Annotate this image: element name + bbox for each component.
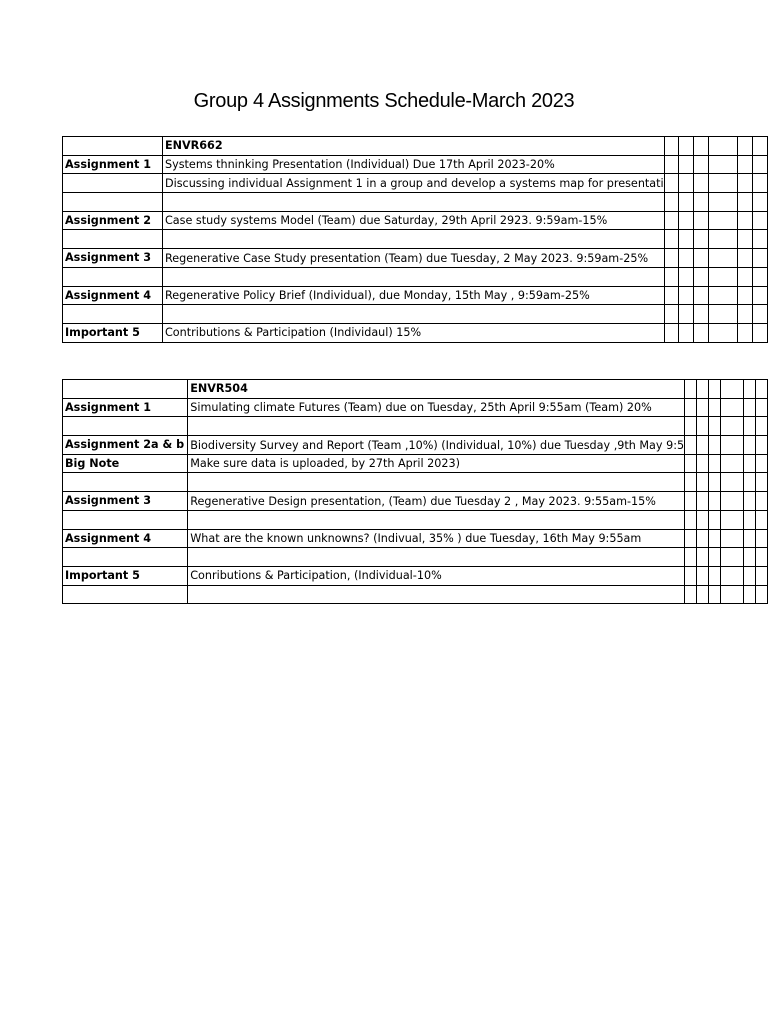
empty-cell[interactable] xyxy=(709,323,738,342)
assignment-label-cell[interactable] xyxy=(63,155,163,174)
empty-cell[interactable] xyxy=(679,323,694,342)
empty-cell[interactable] xyxy=(721,585,744,604)
empty-cell[interactable] xyxy=(664,305,679,324)
empty-cell[interactable] xyxy=(755,566,767,585)
empty-cell[interactable] xyxy=(694,193,709,212)
empty-cell[interactable] xyxy=(738,211,753,230)
table-row xyxy=(63,492,768,511)
empty-cell[interactable] xyxy=(685,529,697,548)
empty-cell[interactable] xyxy=(685,492,697,511)
table-row xyxy=(63,211,768,230)
empty-cell[interactable] xyxy=(744,454,756,473)
table-row xyxy=(63,137,768,156)
table-row xyxy=(63,454,768,473)
assignment-label-cell-text: Assignment 4 xyxy=(65,531,152,545)
assignment-detail-cell-text: Discussing individual Assignment 1 in a group and develop a systems map for presentati xyxy=(165,176,664,190)
empty-cell[interactable] xyxy=(738,230,753,249)
table-row xyxy=(63,155,768,174)
empty-cell[interactable] xyxy=(679,230,694,249)
empty-cell[interactable] xyxy=(709,211,738,230)
table-row xyxy=(63,529,768,548)
assignment-label-cell[interactable] xyxy=(63,566,188,585)
empty-cell[interactable] xyxy=(664,193,679,212)
empty-cell[interactable] xyxy=(753,323,768,342)
empty-cell[interactable] xyxy=(685,510,697,529)
empty-cell[interactable] xyxy=(721,566,744,585)
empty-cell[interactable] xyxy=(664,323,679,342)
empty-cell[interactable] xyxy=(738,174,753,193)
empty-cell[interactable] xyxy=(697,529,709,548)
empty-cell[interactable] xyxy=(721,510,744,529)
empty-cell[interactable] xyxy=(679,305,694,324)
empty-cell[interactable] xyxy=(755,398,767,417)
empty-cell[interactable] xyxy=(709,398,721,417)
table-row xyxy=(63,510,768,529)
empty-cell[interactable] xyxy=(755,380,767,399)
assignment-detail-cell[interactable] xyxy=(163,323,665,342)
empty-cell[interactable] xyxy=(744,380,756,399)
empty-cell[interactable] xyxy=(755,510,767,529)
assignment-detail-cell[interactable] xyxy=(188,454,685,473)
assignment-label-cell[interactable] xyxy=(63,398,188,417)
empty-cell[interactable] xyxy=(664,211,679,230)
empty-cell[interactable] xyxy=(679,174,694,193)
empty-cell[interactable] xyxy=(679,249,694,268)
empty-cell[interactable] xyxy=(721,436,744,455)
assignment-detail-cell-text: What are the known unknowns? (Indivual, 35% ) due Tuesday, 16th May 9:55am xyxy=(190,532,642,546)
table-row xyxy=(63,566,768,585)
empty-cell[interactable] xyxy=(685,548,697,567)
empty-cell[interactable] xyxy=(738,249,753,268)
assignment-label-cell[interactable] xyxy=(63,267,163,286)
empty-cell[interactable] xyxy=(755,436,767,455)
assignment-detail-cell[interactable] xyxy=(188,417,685,436)
empty-cell[interactable] xyxy=(738,267,753,286)
empty-cell[interactable] xyxy=(753,305,768,324)
assignment-detail-cell[interactable] xyxy=(188,436,685,455)
assignment-label-cell[interactable] xyxy=(63,510,188,529)
empty-cell[interactable] xyxy=(664,174,679,193)
empty-cell[interactable] xyxy=(721,473,744,492)
assignment-label-cell-text: Assignment 1 xyxy=(65,158,152,172)
empty-cell[interactable] xyxy=(738,137,753,156)
empty-cell[interactable] xyxy=(753,286,768,305)
empty-cell[interactable] xyxy=(694,305,709,324)
assignment-detail-cell[interactable] xyxy=(163,249,665,268)
assignment-label-cell[interactable] xyxy=(63,585,188,604)
empty-cell[interactable] xyxy=(721,417,744,436)
empty-cell[interactable] xyxy=(694,249,709,268)
empty-cell[interactable] xyxy=(685,436,697,455)
table-row xyxy=(63,193,768,212)
course-code-cell-text: ENVR504 xyxy=(190,382,248,396)
assignment-detail-cell-text: Simulating climate Futures (Team) due on Tuesday, 25th April 9:55am (Team) 20% xyxy=(190,401,652,415)
empty-cell[interactable] xyxy=(694,155,709,174)
empty-cell[interactable] xyxy=(697,566,709,585)
table-row xyxy=(63,585,768,604)
empty-cell[interactable] xyxy=(664,137,679,156)
empty-cell[interactable] xyxy=(697,473,709,492)
assignment-label-cell[interactable] xyxy=(63,436,188,455)
empty-cell[interactable] xyxy=(755,548,767,567)
empty-cell[interactable] xyxy=(744,398,756,417)
schedule-table-envr662 xyxy=(62,136,768,343)
assignment-detail-cell-text: Case study systems Model (Team) due Saturday, 29th April 2923. 9:59am-15% xyxy=(165,214,608,228)
empty-cell[interactable] xyxy=(697,492,709,511)
assignment-detail-cell-text: Regenerative Policy Brief (Individual), due Monday, 15th May , 9:59am-25% xyxy=(165,289,590,303)
assignment-label-cell[interactable] xyxy=(63,211,163,230)
empty-cell[interactable] xyxy=(679,286,694,305)
assignment-label-cell[interactable] xyxy=(63,286,163,305)
empty-cell[interactable] xyxy=(753,230,768,249)
empty-cell[interactable] xyxy=(679,193,694,212)
empty-cell[interactable] xyxy=(721,492,744,511)
empty-cell[interactable] xyxy=(709,585,721,604)
assignment-detail-cell[interactable] xyxy=(188,492,685,511)
table-row xyxy=(63,267,768,286)
empty-cell[interactable] xyxy=(709,492,721,511)
empty-cell[interactable] xyxy=(709,566,721,585)
empty-cell[interactable] xyxy=(744,417,756,436)
assignment-detail-cell-text: Regenerative Case Study presentation (Team) due Tuesday, 2 May 2023. 9:59am-25% xyxy=(165,251,649,265)
empty-cell[interactable] xyxy=(721,380,744,399)
empty-cell[interactable] xyxy=(679,137,694,156)
assignment-label-cell[interactable] xyxy=(63,323,163,342)
empty-cell[interactable] xyxy=(744,473,756,492)
table-row xyxy=(63,323,768,342)
empty-cell[interactable] xyxy=(709,193,738,212)
empty-cell[interactable] xyxy=(685,585,697,604)
empty-cell[interactable] xyxy=(694,174,709,193)
assignment-detail-cell[interactable] xyxy=(163,193,665,212)
assignment-label-cell[interactable] xyxy=(63,174,163,193)
assignment-label-cell-text: Important 5 xyxy=(65,569,140,583)
table-row xyxy=(63,249,768,268)
assignment-label-cell[interactable] xyxy=(63,249,163,268)
schedule-table-envr504 xyxy=(62,379,768,604)
assignment-detail-cell-text: Contributions & Participation (Individaul) 15% xyxy=(165,326,422,340)
assignment-detail-cell[interactable] xyxy=(163,174,665,193)
empty-cell[interactable] xyxy=(664,267,679,286)
empty-cell[interactable] xyxy=(753,249,768,268)
table-row xyxy=(63,305,768,324)
empty-cell[interactable] xyxy=(709,230,738,249)
empty-cell[interactable] xyxy=(755,473,767,492)
assignment-label-cell[interactable] xyxy=(63,454,188,473)
table-row xyxy=(63,473,768,492)
empty-cell[interactable] xyxy=(679,267,694,286)
assignment-label-cell[interactable] xyxy=(63,417,188,436)
empty-cell[interactable] xyxy=(709,454,721,473)
empty-cell[interactable] xyxy=(697,548,709,567)
empty-cell[interactable] xyxy=(744,585,756,604)
assignment-label-cell-text: Big Note xyxy=(65,457,120,471)
assignment-label-cell-text: Assignment 1 xyxy=(65,401,152,415)
table-row xyxy=(63,548,768,567)
assignment-detail-cell[interactable] xyxy=(163,211,665,230)
table-row xyxy=(63,380,768,399)
assignment-label-cell[interactable] xyxy=(63,193,163,212)
empty-cell[interactable] xyxy=(753,174,768,193)
empty-cell[interactable] xyxy=(694,286,709,305)
empty-cell[interactable] xyxy=(721,398,744,417)
empty-cell[interactable] xyxy=(63,137,163,156)
empty-cell[interactable] xyxy=(709,174,738,193)
table-row xyxy=(63,286,768,305)
empty-cell[interactable] xyxy=(709,510,721,529)
table-row xyxy=(63,174,768,193)
empty-cell[interactable] xyxy=(694,211,709,230)
empty-cell[interactable] xyxy=(744,529,756,548)
empty-cell[interactable] xyxy=(697,380,709,399)
empty-cell[interactable] xyxy=(709,155,738,174)
assignment-label-cell-text: Assignment 3 xyxy=(65,494,152,508)
assignment-detail-cell[interactable] xyxy=(188,585,685,604)
assignment-label-cell-text: Assignment 4 xyxy=(65,288,152,302)
empty-cell[interactable] xyxy=(697,585,709,604)
assignment-detail-cell-text: Conributions & Participation, (Individual-10% xyxy=(190,569,442,583)
empty-cell[interactable] xyxy=(697,454,709,473)
empty-cell[interactable] xyxy=(709,417,721,436)
empty-cell[interactable] xyxy=(694,267,709,286)
empty-cell[interactable] xyxy=(697,417,709,436)
empty-cell[interactable] xyxy=(738,155,753,174)
empty-cell[interactable] xyxy=(685,417,697,436)
empty-cell[interactable] xyxy=(709,529,721,548)
empty-cell[interactable] xyxy=(664,286,679,305)
empty-cell[interactable] xyxy=(664,155,679,174)
empty-cell[interactable] xyxy=(721,529,744,548)
empty-cell[interactable] xyxy=(709,249,738,268)
assignment-label-cell[interactable] xyxy=(63,473,188,492)
empty-cell[interactable] xyxy=(709,380,721,399)
empty-cell[interactable] xyxy=(679,211,694,230)
assignment-label-cell[interactable] xyxy=(63,548,188,567)
empty-cell[interactable] xyxy=(721,454,744,473)
empty-cell[interactable] xyxy=(709,286,738,305)
assignment-detail-cell[interactable] xyxy=(163,286,665,305)
assignment-label-cell[interactable] xyxy=(63,529,188,548)
empty-cell[interactable] xyxy=(694,137,709,156)
assignment-detail-cell[interactable] xyxy=(188,529,685,548)
course-code-cell-text: ENVR662 xyxy=(165,139,223,153)
assignment-label-cell-text: Important 5 xyxy=(65,326,140,340)
course-code-cell[interactable] xyxy=(163,137,665,156)
empty-cell[interactable] xyxy=(664,230,679,249)
empty-cell[interactable] xyxy=(664,249,679,268)
empty-cell[interactable] xyxy=(697,436,709,455)
empty-cell[interactable] xyxy=(755,529,767,548)
assignment-detail-cell[interactable] xyxy=(163,155,665,174)
empty-cell[interactable] xyxy=(685,566,697,585)
assignment-detail-cell[interactable] xyxy=(188,473,685,492)
empty-cell[interactable] xyxy=(709,305,738,324)
empty-cell[interactable] xyxy=(709,267,738,286)
empty-cell[interactable] xyxy=(738,323,753,342)
assignment-label-cell[interactable] xyxy=(63,492,188,511)
assignment-detail-cell-text: Systems thninking Presentation (Individual) Due 17th April 2023-20% xyxy=(165,158,555,172)
empty-cell[interactable] xyxy=(755,454,767,473)
empty-cell[interactable] xyxy=(685,398,697,417)
empty-cell[interactable] xyxy=(753,267,768,286)
assignment-label-cell-text: Assignment 3 xyxy=(65,251,152,265)
empty-cell[interactable] xyxy=(709,137,738,156)
assignment-label-cell-text: Assignment 2 xyxy=(65,214,152,228)
empty-cell[interactable] xyxy=(709,473,721,492)
empty-cell[interactable] xyxy=(744,566,756,585)
empty-cell[interactable] xyxy=(697,510,709,529)
empty-cell[interactable] xyxy=(738,305,753,324)
assignment-label-cell-text: Assignment 2a & b xyxy=(65,438,185,452)
assignment-detail-cell[interactable] xyxy=(163,230,665,249)
course-code-cell[interactable] xyxy=(188,380,685,399)
empty-cell[interactable] xyxy=(744,436,756,455)
page-title: Group 4 Assignments Schedule-March 2023 xyxy=(193,90,575,112)
empty-cell[interactable] xyxy=(738,286,753,305)
empty-cell[interactable] xyxy=(709,436,721,455)
empty-cell[interactable] xyxy=(753,193,768,212)
assignment-detail-cell[interactable] xyxy=(163,267,665,286)
assignment-detail-cell[interactable] xyxy=(188,398,685,417)
empty-cell[interactable] xyxy=(709,548,721,567)
empty-cell[interactable] xyxy=(755,492,767,511)
empty-cell[interactable] xyxy=(679,155,694,174)
assignment-detail-cell-text: Make sure data is uploaded, by 27th April 2023) xyxy=(190,457,460,471)
assignment-label-cell[interactable] xyxy=(63,230,163,249)
empty-cell[interactable] xyxy=(753,137,768,156)
empty-cell[interactable] xyxy=(755,417,767,436)
empty-cell[interactable] xyxy=(697,398,709,417)
empty-cell[interactable] xyxy=(744,548,756,567)
empty-cell[interactable] xyxy=(744,510,756,529)
empty-cell[interactable] xyxy=(753,155,768,174)
empty-cell[interactable] xyxy=(685,380,697,399)
empty-cell[interactable] xyxy=(685,473,697,492)
empty-cell[interactable] xyxy=(744,492,756,511)
assignment-detail-cell[interactable] xyxy=(188,548,685,567)
empty-cell[interactable] xyxy=(63,380,188,399)
assignment-detail-cell-text: Regenerative Design presentation, (Team) due Tuesday 2 , May 2023. 9:55am-15% xyxy=(190,494,656,508)
assignment-detail-cell[interactable] xyxy=(163,305,665,324)
assignment-detail-cell[interactable] xyxy=(188,510,685,529)
assignment-detail-cell[interactable] xyxy=(188,566,685,585)
empty-cell[interactable] xyxy=(721,548,744,567)
assignment-detail-cell-text: Biodiversity Survey and Report (Team ,10%) (Individual, 10%) due Tuesday ,9th May 9:5 xyxy=(190,438,685,452)
table-row xyxy=(63,436,768,455)
empty-cell[interactable] xyxy=(753,211,768,230)
table-row xyxy=(63,230,768,249)
empty-cell[interactable] xyxy=(738,193,753,212)
empty-cell[interactable] xyxy=(694,323,709,342)
table-row xyxy=(63,398,768,417)
empty-cell[interactable] xyxy=(694,230,709,249)
empty-cell[interactable] xyxy=(755,585,767,604)
assignment-label-cell[interactable] xyxy=(63,305,163,324)
empty-cell[interactable] xyxy=(685,454,697,473)
table-row xyxy=(63,417,768,436)
